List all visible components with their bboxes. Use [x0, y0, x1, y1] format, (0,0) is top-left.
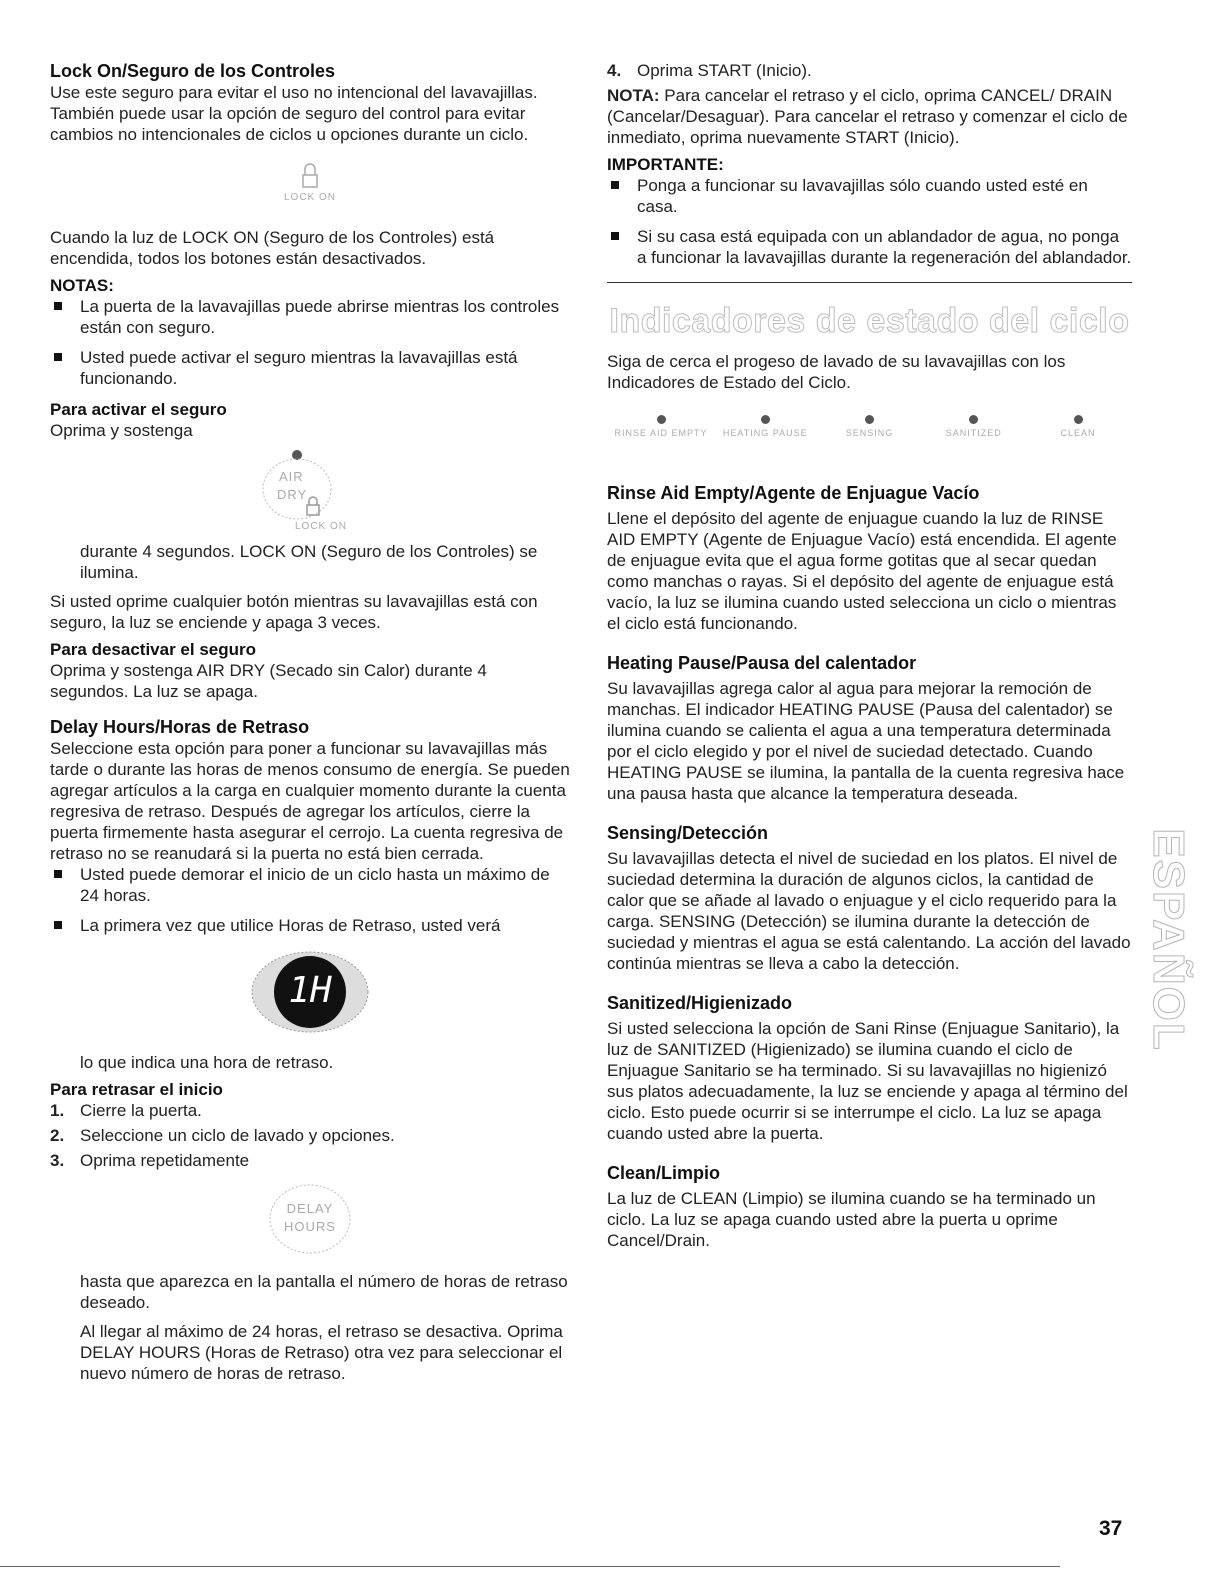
lock-on-intro: Use este seguro para evitar el uso no intencional del lavavajillas. También puede usar la opción de seguro del control para evitar cambios no intencionales de ciclos u opciones durante un ciclo. [50, 83, 538, 144]
importante-list [607, 175, 1132, 268]
left-column [50, 60, 570, 1384]
delay-display-value: 1H [288, 970, 332, 1011]
lock-on-label: LOCK ON [283, 192, 336, 203]
list-item: La puerta de la lavavajillas puede abrirse mientras los controles están con seguro. [50, 296, 570, 338]
list-item: 1. Cierre la puerta. [50, 1101, 202, 1120]
air-label: AIR [279, 469, 304, 484]
hasta-text: hasta que aparezca en la pantalla el número de horas de retraso deseado. [80, 1272, 568, 1312]
indicator-sanitized: SANITIZED [926, 415, 1022, 438]
sensing-text: Su lavavajillas detecta el nivel de suciedad en los platos. El nivel de suciedad determina la duración de algunos ciclos, la cantidad de calor que se añade al lavado o enjuague y el ciclo requerido para la carga. SENSING (Detección) se ilumina durante la detección de suciedad y mientras el agua se está calentando. La acción del lavado continúa mientras se lleva a cabo la detección. [607, 849, 1131, 973]
indicator-light-icon [1074, 415, 1083, 424]
air-dry-figure [235, 447, 385, 537]
delay-hours-heading: Delay Hours/Horas de Retraso [50, 717, 310, 737]
notas-heading: NOTAS: [50, 276, 114, 295]
lock-on-figure [250, 159, 370, 211]
activar-text: Oprima y sostenga [50, 421, 193, 440]
indicator-light-icon [865, 415, 874, 424]
section-intro: Siga de cerca el progeso de lavado de su lavavajillas con los Indicadores de Estado del Ciclo. [607, 352, 1066, 392]
dry-label: DRY [277, 487, 308, 502]
activar-heading: Para activar el seguro [50, 400, 227, 419]
rinse-aid-heading: Rinse Aid Empty/Agente de Enjuague Vacío [607, 483, 980, 503]
list-item: Si su casa está equipada con un ablandador de agua, no ponga a funcionar la lavavajillas durante la regeneración del ablandador. [607, 226, 1132, 268]
side-tab-label: ESPAÑOL [1144, 828, 1193, 1052]
list-item: Ponga a funcionar su lavavajillas sólo cuando usted esté en casa. [607, 175, 1132, 217]
al-llegar-text: Al llegar al máximo de 24 horas, el retraso se desactiva. Oprima DELAY HOURS (Horas de Retraso) otra vez para seleccionar el nuevo número de horas de retraso. [80, 1322, 563, 1383]
section-title: Indicadores de estado del ciclo [609, 302, 1130, 340]
list-item: Usted puede demorar el inicio de un ciclo hasta un máximo de 24 horas. [50, 864, 570, 906]
clean-text: La luz de CLEAN (Limpio) se ilumina cuando se ha terminado un ciclo. La luz se apaga cuando usted abre la puerta u oprime Cancel/Drain. [607, 1189, 1096, 1250]
list-item: 3. Oprima repetidamente [50, 1151, 250, 1170]
sanitized-text: Si usted selecciona la opción de Sani Rinse (Enjuague Sanitario), la luz de SANITIZED (Higienizado) se ilumina cuando el ciclo de Enjuague Sanitario se ha terminado. Si su lavavajillas no higienizó sus platos adecuadamente, la luz se enciende y apaga al término del ciclo. Esto puede ocurrir si se interrumpe el ciclo. La luz se apaga cuando usted abre la puerta. [607, 1019, 1128, 1143]
step-4-list [607, 60, 1132, 81]
nota-text: NOTA: Para cancelar el retraso y el ciclo, oprima CANCEL/ DRAIN (Cancelar/Desaguar). Para cancelar el retraso y comenzar el ciclo de inmediato, oprima nuevamente START (Inicio). [607, 86, 1128, 147]
heating-pause-text: Su lavavajillas agrega calor al agua para mejorar la remoción de manchas. El indicador HEATING PAUSE (Pausa del calentador) se ilumina cuando se calienta el agua a una temperatura determinada por el ciclo elegido y por el nivel de suciedad detectado. Cuando HEATING PAUSE se ilumina, la pantalla de la cuenta regresiva hace una pausa hasta que alcance la temperatura deseada. [607, 679, 1125, 803]
lock-on-small-label: LOCK ON [295, 521, 348, 532]
hours-btn-label: HOURS [284, 1219, 336, 1234]
clean-heading: Clean/Limpio [607, 1163, 721, 1183]
display-caption: lo que indica una hora de retraso. [80, 1053, 334, 1072]
desactivar-text: Oprima y sostenga AIR DRY (Secado sin Calor) durante 4 segundos. La luz se apaga. [50, 661, 487, 701]
sanitized-heading: Sanitized/Higienizado [607, 993, 793, 1013]
durante-text: durante 4 segundos. LOCK ON (Seguro de los Controles) se ilumina. [80, 542, 538, 582]
delay-button-figure [260, 1181, 360, 1261]
cycle-status-indicators [607, 415, 1132, 438]
delay-btn-label: DELAY [286, 1201, 334, 1216]
list-item: La primera vez que utilice Horas de Retraso, usted verá [50, 915, 570, 936]
indicator-light-icon [761, 415, 770, 424]
indicator-heating-pause: HEATING PAUSE [717, 415, 813, 438]
notas-list [50, 296, 570, 389]
delay-list [50, 864, 570, 936]
heating-pause-heading: Heating Pause/Pausa del calentador [607, 653, 917, 673]
indicator-rinse-aid-empty: RINSE AID EMPTY [613, 415, 709, 438]
right-column [607, 60, 1132, 1251]
list-item: 4. Oprima START (Inicio). [607, 61, 812, 80]
list-item: 2. Seleccione un ciclo de lavado y opciones. [50, 1126, 395, 1145]
indicator-sensing: SENSING [822, 415, 918, 438]
page-number: 37 [1099, 1517, 1123, 1540]
si-text: Si usted oprime cualquier botón mientras su lavavajillas está con seguro, la luz se enciende y apaga 3 veces. [50, 592, 538, 632]
indicator-light-icon [969, 415, 978, 424]
language-side-tab [1144, 820, 1193, 1060]
delay-display-figure [250, 948, 370, 1044]
indicator-light-icon [657, 415, 666, 424]
padlock-icon [250, 159, 370, 211]
retrasar-steps [50, 1100, 570, 1171]
desactivar-heading: Para desactivar el seguro [50, 640, 257, 659]
delay-hours-text: Seleccione esta opción para poner a funcionar su lavavajillas más tarde o durante las horas de menos consumo de energía. Se pueden agregar artículos a la carga en cualquier momento durante la cuenta regresiva de retraso. Después de agregar los artículos, cierre la puerta firmemente hasta asegurar el cerrojo. La cuenta regresiva de retraso no se reanudará si la puerta no está bien cerrada. [50, 739, 570, 863]
retrasar-heading: Para retrasar el inicio [50, 1080, 223, 1099]
footer-rule [0, 1566, 1060, 1567]
rinse-aid-text: Llene el depósito del agente de enjuague cuando la luz de RINSE AID EMPTY (Agente de Enjuague Vacío) está encendida. El agente de enjuague evita que el agua forme gotitas que al secar quedan como manchas o rayas. Si el depósito del agente de enjuague está vacío, la luz se ilumina cuando usted selecciona un ciclo o mientras el ciclo está funcionando. [607, 509, 1117, 633]
sensing-heading: Sensing/Detección [607, 823, 769, 843]
lock-on-text: Cuando la luz de LOCK ON (Seguro de los Controles) está encendida, todos los botones están desactivados. [50, 228, 495, 268]
importante-heading: IMPORTANTE: [607, 155, 724, 174]
list-item: Usted puede activar el seguro mientras la lavavajillas está funcionando. [50, 347, 570, 389]
divider [607, 282, 1132, 283]
indicator-clean: CLEAN [1030, 415, 1126, 438]
lock-on-heading: Lock On/Seguro de los Controles [50, 61, 336, 81]
